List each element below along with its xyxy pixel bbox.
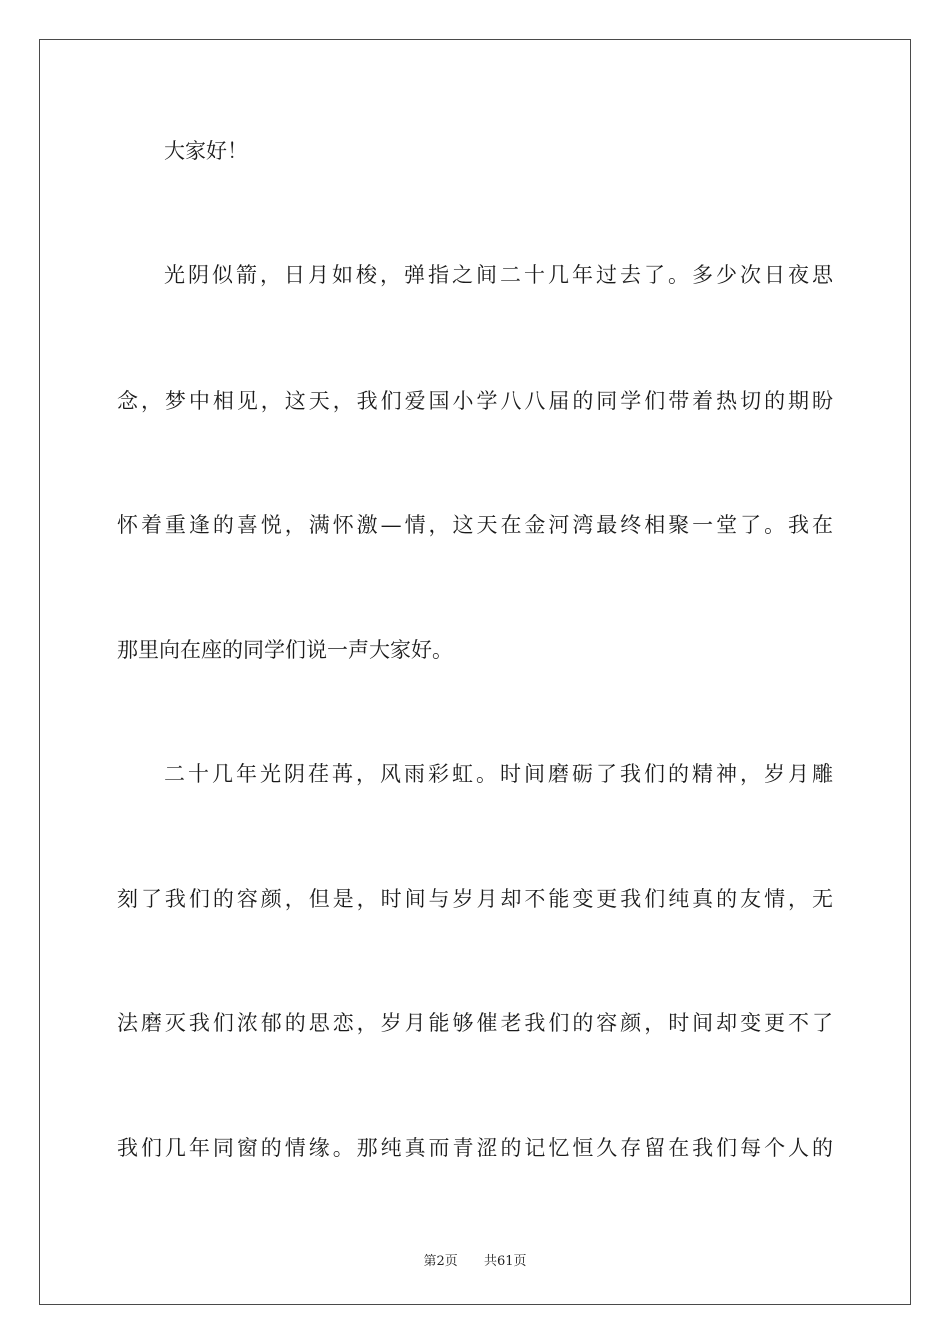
- page-footer: [0, 1250, 950, 1269]
- greeting-line: 大家好！: [164, 139, 248, 163]
- paragraph-2-line-1: 二十几年光阴荏苒，风雨彩虹。时间磨砺了我们的精神，岁月雕: [164, 762, 833, 786]
- paragraph-1-line-4: 那里向在座的同学们说一声大家好。: [117, 638, 453, 662]
- paragraph-2-line-4: 我们几年同窗的情缘。那纯真而青涩的记忆恒久存留在我们每个人的: [117, 1136, 833, 1160]
- paragraph-1-line-3: 怀着重逢的喜悦，满怀激—情，这天在金河湾最终相聚一堂了。我在: [117, 513, 833, 537]
- paragraph-2-line-2: 刻了我们的容颜，但是，时间与岁月却不能变更我们纯真的友情，无: [117, 887, 833, 911]
- paragraph-2-line-3: 法磨灭我们浓郁的思恋，岁月能够催老我们的容颜，时间却变更不了: [117, 1011, 833, 1035]
- paragraph-1-line-2: 念，梦中相见，这天，我们爱国小学八八届的同学们带着热切的期盼: [117, 389, 833, 413]
- page-border: [39, 39, 911, 1305]
- page-number: 第2页: [423, 1254, 458, 1269]
- page-total: 共61页: [484, 1254, 527, 1269]
- paragraph-1-line-1: 光阴似箭，日月如梭，弹指之间二十几年过去了。多少次日夜思: [164, 263, 833, 287]
